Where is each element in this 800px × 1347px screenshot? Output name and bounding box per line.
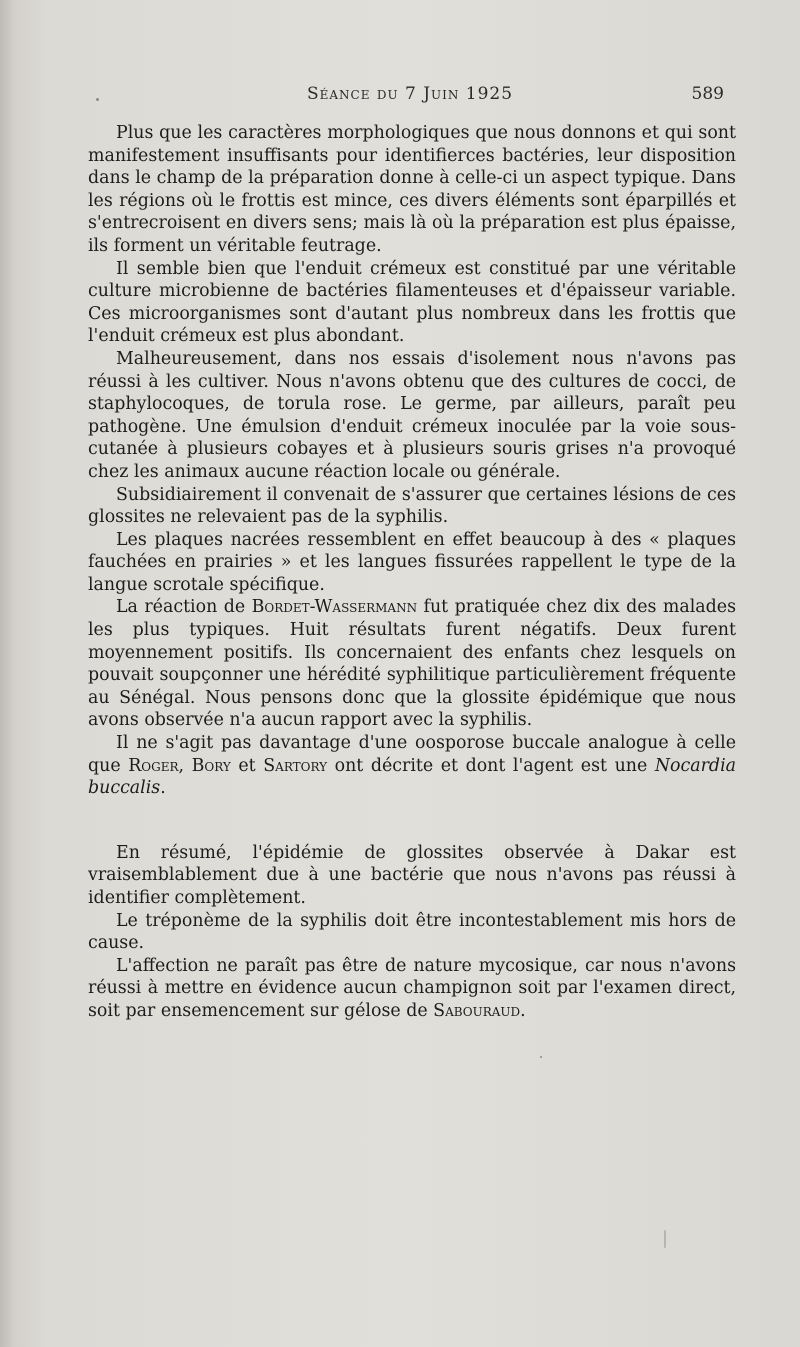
oosporose-end: .: [160, 778, 166, 799]
paragraph-culture: Il semble bien que l'enduit crémeux est constitué par une véritable culture microbienne de bactéries filamenteuses et d'épaisseur variable. Ces microorganismes sont d'autant plus nombreux dans les frottis que l'enduit crémeux est plus abondant.: [88, 258, 736, 347]
paragraph-treponeme: Le tréponème de la syphilis doit être incontestablement mis hors de cause.: [88, 910, 736, 954]
mycosis-text-before: L'affection ne paraît pas être de nature mycosique, car nous n'avons réussi à mettre en évidence aucun champignon soit par l'examen direct, soit par ensemencement sur gélose de: [88, 955, 736, 1021]
paragraph-morphology: Plus que les caractères morphologiques que nous donnons et qui sont manifestement insuffisants pour identifierces bactéries, leur disposition dans le champ de la préparation donne à celle-ci un aspect typique. Dans les régions où le frottis est mince, ces divers éléments sont éparpillés et s'entrecroisent en divers sens; mais là où la préparation est plus épaisse, ils forment un véritable feutrage.: [88, 123, 736, 256]
page-gutter-shadow: [0, 0, 14, 1347]
oosporose-sep-2: et: [230, 755, 264, 776]
mycosis-end: .: [520, 1000, 526, 1021]
body-text: [88, 122, 736, 1023]
page-number: 589: [691, 84, 724, 104]
bw-text-after: fut pratiquée chez dix des malades les plus typiques. Huit résultats furent négatifs. Deux furent moyennement positifs. Ils concernaient des enfants chez lesquels on pouvait soupçonner une hérédité syphilitique particulièrement fréquente au Sénégal. Nous pensons donc que la glossite épidémique que nous avons observée n'a aucun rapport avec la syphilis.: [88, 597, 736, 731]
section-gap: [88, 800, 736, 842]
oosporose-text-after: ont décrite et dont l'agent est une: [327, 755, 655, 776]
running-header: [90, 84, 730, 110]
oosporose-sep-1: ,: [178, 755, 192, 776]
author-sartory: Sartory: [263, 755, 328, 776]
author-bordet-wassermann: Bordet-Wassermann: [251, 597, 418, 618]
running-title: Séance du 7 Juin 1925: [306, 84, 514, 104]
paragraph-isolation: Malheureusement, dans nos essais d'isolement nous n'avons pas réussi à les cultiver. Nous n'avons obtenu que des cultures de cocci, de staphylocoques, de torula rose. Le germe, par ailleurs, paraît peu pathogène. Une émulsion d'enduit crémeux inoculée par la voie sous-cutanée à plusieurs cobayes et à plusieurs souris grises n'a provoqué chez les animaux aucune réaction locale ou générale.: [88, 348, 736, 482]
author-sabouraud: Sabouraud: [433, 1000, 521, 1021]
paragraph-syphilis-check: Subsidiairement il convenait de s'assurer que certaines lésions de ces glossites ne relevaient pas de la syphilis.: [88, 484, 736, 528]
paragraph-oosporose: [88, 732, 736, 800]
author-bory: Bory: [191, 755, 231, 776]
paper-speck: [96, 98, 99, 101]
paragraph-plaques: Les plaques nacrées ressemblent en effet beaucoup à des « plaques fauchées en prairies » et les langues fissurées rappellent le type de la langue scrotale spécifique.: [88, 529, 736, 595]
paragraph-bordet-wassermann: [88, 596, 736, 732]
paragraph-mycosis: [88, 955, 736, 1023]
bw-text-before: La réaction de: [116, 597, 252, 618]
species-name: Nocardia buccalis: [88, 755, 736, 799]
paragraph-summary: En résumé, l'épidémie de glossites observée à Dakar est vraisemblablement due à une bactérie que nous n'avons pas réussi à identifier complètement.: [88, 842, 736, 908]
oosporose-text-before: Il ne s'agit pas davantage d'une oosporose buccale analogue à celle que: [88, 733, 736, 776]
paper-speck: [540, 1056, 542, 1058]
paper-mark: [664, 1230, 666, 1248]
author-roger: Roger: [128, 755, 179, 776]
